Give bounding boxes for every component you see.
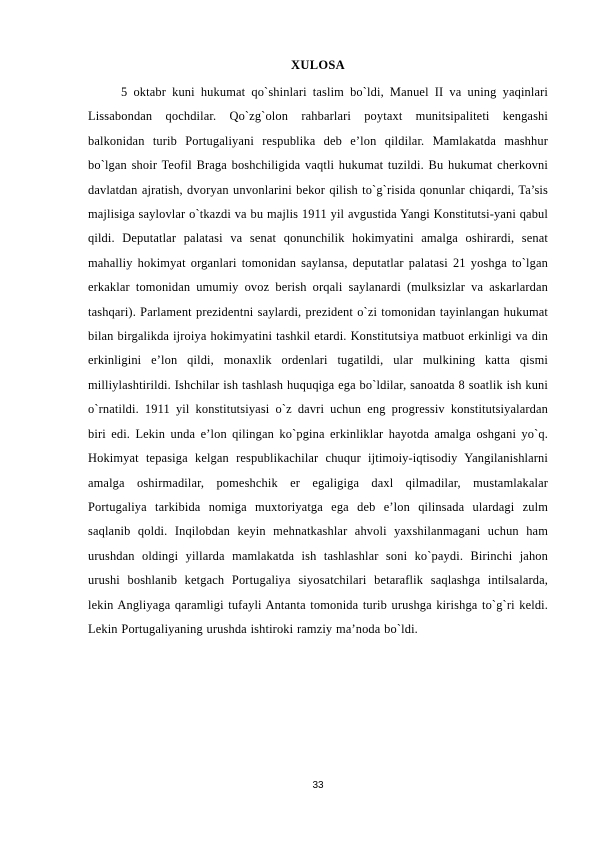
body-paragraph: 5 oktabr kuni hukumat qo`shinlari taslim bo`ldi, Manuel II va uning yaqinlari Lissabondan qochdilar. Qo`zg`olon rahbarlari poytaxt munitsipaliteti kengashi balkonidan turib Portugaliyani respublika deb e’lon qildilar. Mamlakatda mashhur bo`lgan shoir Teofil Braga boshchiligida vaqtli hukumat tuzildi. Bu hukumat cherkovni davlatdan ajratish, dvoryan unvonlarini bekor qilish to`g`risida qonunlar chiqardi, Ta’sis majlisiga saylovlar o`tkazdi va bu majlis 1911 yil avgustida Yangi Konstitutsi-yani qabul qildi. Deputatlar palatasi va senat qonunchilik hokimyatini amalga oshirardi, senat mahalliy hokimyat organlari tomonidan saylansa, deputatlar palatasi 21 yoshga to`lgan erkaklar tomonidan umumiy ovoz berish orqali saylanardi (mulksizlar va askarlardan tashqari). Parlament prezidentni saylardi, prezident o`zi tomonidan tayinlangan hukumat bilan birgalikda ijroiya hokimyatini tashkil etardi. Konstitutsiya matbuot erkinligi va din erkinligini e’lon qildi, monaxlik ordenlari tugatildi, ular mulkining katta qismi milliylashtirildi. Ishchilar ish tashlash huquqiga ega bo`ldilar, sanoatda 8 soatlik ish kuni o`rnatildi. 1911 yil konstitutsiyasi o`z davri uchun eng progressiv konstitutsiyalardan biri edi. Lekin unda e’lon qilingan ko`pgina erkinliklar hayotda amalga oshgani yo`q. Hokimyat tepasiga kelgan respublikachilar chuqur ijtimoiy-iqtisodiy Yangilanishlarni amalga oshirmadilar, pomeshchik er egaligiga daxl qilmadilar, mustamlakalar Portugaliya tarkibida nomiga muxtoriyatga ega deb e’lon qilinsada ulardagi zulm saqlanib qoldi. Inqilobdan keyin mehnatkashlar ahvoli yaxshilanmagani uchun ham urushdan oldingi yillarda mamlakatda ish tashlashlar soni ko`paydi. Birinchi jahon urushi boshlanib ketgach Portugaliya siyosatchilari betaraflik saqlashga intilsalarda, lekin Angliyaga qaramligi tufayli Antanta tomonida turib urushga kirishga to`g`ri keldi. Lekin Portugaliyaning urushda ishtiroki ramziy ma’noda bo`ldi.	[88, 85, 548, 636]
page-number: 33	[312, 780, 324, 791]
document-title: XULOSA	[291, 58, 345, 72]
